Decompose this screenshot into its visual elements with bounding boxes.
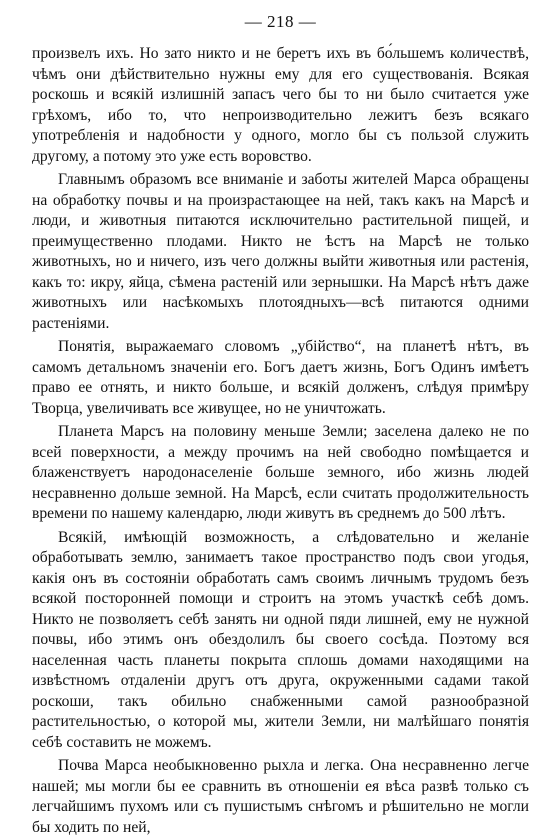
body-text <box>32 44 529 838</box>
page-number: — 218 — <box>244 12 317 31</box>
paragraph-soil: Почва Марса необыкновенно рыхла и легка. Она несравненно легче нашей; мы могли бы ее сравнить въ отношеніи ея вѣса развѣ только съ легчайшимъ пухомъ или съ пушистымъ снѣгомъ и рѣшительно не могли бы ходить по ней, <box>32 757 529 836</box>
paragraph-land-use: Всякій, имѣющій возможность, а слѣдовательно и желаніе обработывать землю, занимаетъ такое пространство подъ свои угодья, какія онъ въ состояніи обработать самъ своимъ личнымъ трудомъ безъ всякой посторонней помощи и строитъ на этомъ участкѣ себѣ домъ. Никто не позволяетъ себѣ занять ни одной пяди лишней, ему не нужной почвы, ибо этимъ онъ обездолилъ бы своего сосѣда. Поэтому вся населенная часть планеты покрыта сплошь домами находящими на извѣстномъ отдаленіи другъ отъ друга, окруженными садами такой роскоши, такъ обильно снабженными самой разнообразной растительностью, о которой мы, жители Земли, ни малѣйшаго понятія себѣ составить не можемъ. <box>32 528 529 751</box>
paragraph-mars-size: Планета Марсъ на половину меньше Земли; заселена далеко не по всей поверхности, а между прочимъ на ней свободно помѣщается и блаженствуетъ народонаселеніе больше земного, ибо жизнь людей несравненно дольше земной. На Марсѣ, если считать продолжительность времени по нашему календарю, люди живутъ въ среднемъ до 500 лѣтъ. <box>32 423 529 522</box>
paragraph-continuation: произвелъ ихъ. Но зато никто и не беретъ ихъ въ бо́льшемъ количествѣ, чѣмъ они дѣйствительно нужны ему для его существованія. Всякая роскошь и всякій излишній запасъ чего бы то ни было считается уже грѣхомъ, ибо то, что непроизводительно лежитъ безъ всякаго употребленія и надобности у одного, могло бы съ пользой служить другому, а потому это уже есть воровство. <box>32 45 529 165</box>
paragraph-killing-concept: Понятія, выражаемаго словомъ „убійство“, на планетѣ нѣтъ, въ самомъ детальномъ значеніи его. Богъ даетъ жизнь, Богъ Одинъ имѣетъ право ее отнять, и никто больше, и всякій долженъ, слѣдуя примѣру Творца, увеличивать все живущее, но не уничтожать. <box>32 338 529 417</box>
paragraph-mars-agriculture: Главнымъ образомъ все вниманіе и заботы жителей Марса обращены на обработку почвы и на произрастающее на ней, такъ какъ на Марсѣ и люди, и животныя питаются исключительно растительной пищей, и преимущественно плодами. Никто не ѣстъ на Марсѣ не только животныхъ, но и ничего, изъ чего должны выйти животныя или растенія, какъ то: икру, яйца, сѣмена растеній или зернышки. На Марсѣ нѣтъ даже животныхъ или насѣкомыхъ плотоядныхъ—всѣ питаются одними растеніями. <box>32 171 529 332</box>
